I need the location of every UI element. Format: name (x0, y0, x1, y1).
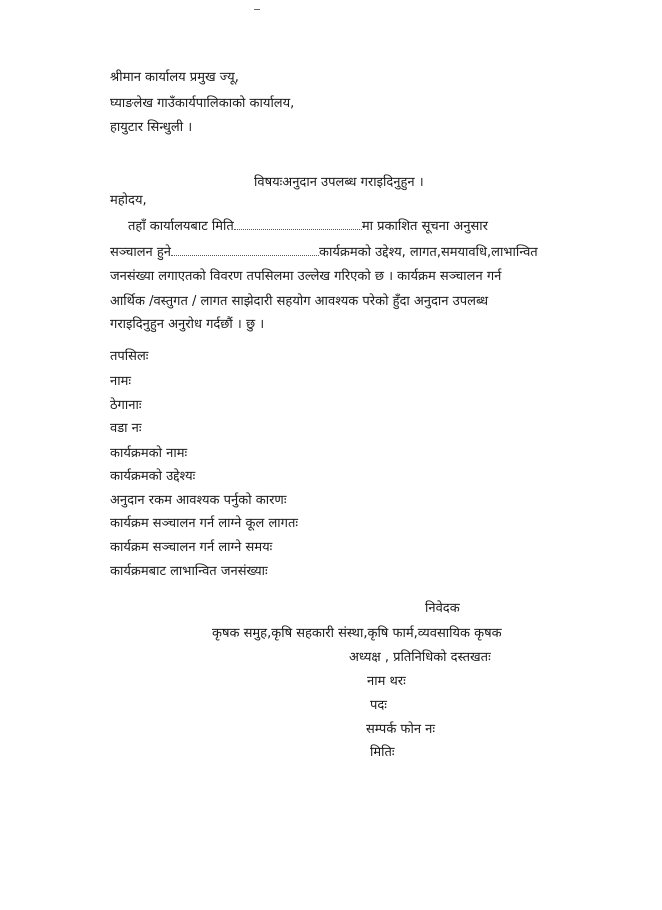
field-name: नामः (110, 374, 131, 389)
body-line-1-start: तहाँ कार्यालयबाट मिति (128, 219, 234, 234)
body-line-4: आर्थिक /वस्तुगत / लागत साझेदारी सहयोग आवश्यक परेको हुँदा अनुदान उपलब्ध (110, 294, 489, 309)
field-program-name: कार्यक्रमको नामः (110, 446, 188, 461)
body-line-2 (110, 245, 574, 259)
field-ward: वडा नः (110, 421, 142, 436)
body-line-2-start: सञ्चालन हुने (110, 245, 172, 260)
signer-name: नाम थरः (367, 674, 406, 689)
field-grant-reason: अनुदान रकम आवश्यक पर्नुको कारणः (110, 493, 287, 508)
body-line-1 (128, 219, 574, 233)
field-total-cost: कार्यक्रम सञ्चालन गर्न लाग्ने कूल लागतः (110, 516, 298, 531)
scan-mark (254, 9, 260, 10)
body-line-5: गराइदिनुहुन अनुरोध गर्दछौं । छु । (110, 317, 265, 332)
date-blank (234, 219, 362, 230)
address-line-3: हायुटार सिन्धुली । (110, 120, 193, 135)
field-address: ठेगानाः (110, 398, 142, 413)
org-types: कृषक समुह,कृषि सहकारी संस्था,कृषि फार्म,व्यवसायिक कृषक (212, 626, 502, 641)
subject-line: विषयःअनुदान उपलब्ध गराइदिनुहुन । (254, 175, 424, 190)
body-line-3: जनसंख्या लगाएतको विवरण तपसिलमा उल्लेख गरिएको छ । कार्यक्रम सञ्चालन गर्न (110, 269, 502, 284)
details-heading: तपसिलः (110, 349, 149, 364)
salutation: महोदय, (110, 193, 147, 208)
signer-phone: सम्पर्क फोन नः (366, 722, 436, 737)
address-line-1: श्रीमान कार्यालय प्रमुख ज्यू, (110, 70, 239, 85)
signer-date: मितिः (370, 745, 395, 760)
applicant-label: निवेदक (425, 601, 460, 616)
program-blank (171, 245, 319, 256)
field-program-objective: कार्यक्रमको उद्देश्यः (110, 469, 196, 484)
field-beneficiaries: कार्यक्रमबाट लाभान्वित जनसंख्याः (110, 564, 268, 579)
address-line-2: घ्याङलेख गाउँकार्यपालिकाको कार्यालय, (110, 96, 295, 111)
signer-label: अध्यक्ष , प्रतिनिधिको दस्तखतः (349, 650, 491, 665)
body-line-2-end: कार्यक्रमको उद्देश्य, लागत,समयावधि,लाभान्वित (319, 245, 538, 260)
body-line-1-end: मा प्रकाशित सूचना अनुसार (361, 219, 488, 234)
signer-post: पदः (370, 698, 387, 713)
field-duration: कार्यक्रम सञ्चालन गर्न लाग्ने समयः (110, 540, 273, 555)
